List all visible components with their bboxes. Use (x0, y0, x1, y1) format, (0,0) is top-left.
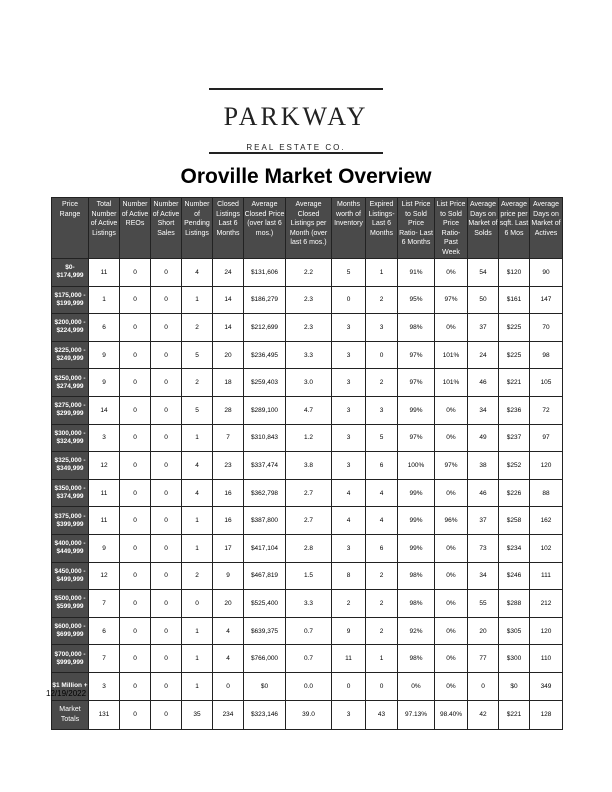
table-cell: 0 (120, 672, 151, 700)
table-cell: 2 (182, 314, 213, 342)
market-table (51, 197, 563, 730)
table-cell: 0% (435, 396, 468, 424)
table-cell: 111 (530, 562, 563, 590)
table-cell: 0 (120, 562, 151, 590)
table-cell: $467,819 (244, 562, 286, 590)
table-cell: 0% (435, 617, 468, 645)
table-cell: 35 (182, 700, 213, 729)
table-cell: 46 (468, 479, 499, 507)
table-cell: 17 (213, 534, 244, 562)
table-cell: 0 (151, 424, 182, 452)
table-cell: 120 (530, 452, 563, 480)
table-cell: 98% (398, 562, 435, 590)
table-cell: $259,403 (244, 369, 286, 397)
table-cell: $131,606 (244, 259, 286, 287)
table-cell: 0 (151, 396, 182, 424)
table-row (52, 314, 563, 342)
table-cell: 0 (120, 341, 151, 369)
table-cell: $305 (499, 617, 530, 645)
table-cell: 1 (182, 672, 213, 700)
table-cell: 6 (89, 617, 120, 645)
table-cell: $236,495 (244, 341, 286, 369)
table-cell: 0 (151, 700, 182, 729)
table-cell: 38 (468, 452, 499, 480)
table-cell: 0 (120, 479, 151, 507)
table-cell: 2.3 (286, 286, 332, 314)
table-cell: 14 (89, 396, 120, 424)
table-cell: $236 (499, 396, 530, 424)
table-cell: 4 (213, 617, 244, 645)
table-cell: 2.2 (286, 259, 332, 287)
table-cell: 5 (332, 259, 366, 287)
table-cell: 90 (530, 259, 563, 287)
table-cell: 5 (182, 341, 213, 369)
table-cell: 2 (182, 562, 213, 590)
table-cell: 1 (182, 424, 213, 452)
table-cell: 0% (398, 672, 435, 700)
table-cell: 0 (120, 396, 151, 424)
table-cell: 1 (89, 286, 120, 314)
table-cell: 34 (468, 396, 499, 424)
table-cell: 0 (182, 590, 213, 618)
table-cell: 12 (89, 562, 120, 590)
table-cell: 3 (332, 369, 366, 397)
table-cell: 97 (530, 424, 563, 452)
table-cell: 2 (366, 617, 398, 645)
table-cell: 0% (435, 479, 468, 507)
table-cell: 42 (468, 700, 499, 729)
table-cell: 11 (332, 645, 366, 673)
table-cell: 77 (468, 645, 499, 673)
table-cell: $362,798 (244, 479, 286, 507)
table-cell: 1.2 (286, 424, 332, 452)
table-cell: 91% (398, 259, 435, 287)
table-cell: 14 (213, 314, 244, 342)
table-cell: 14 (213, 286, 244, 314)
column-header: List Price to Sold Price Ratio- Past Week (435, 198, 468, 259)
table-cell: 0 (151, 590, 182, 618)
table-cell: $639,375 (244, 617, 286, 645)
table-cell: 98 (530, 341, 563, 369)
table-cell: 0% (435, 424, 468, 452)
table-cell: 6 (366, 534, 398, 562)
table-cell: 98% (398, 590, 435, 618)
table-row (52, 590, 563, 618)
table-cell: 0 (366, 341, 398, 369)
table-cell: 6 (366, 452, 398, 480)
table-cell: 0 (120, 286, 151, 314)
table-cell: 0 (120, 645, 151, 673)
table-cell: 0 (120, 424, 151, 452)
table-cell: 4 (182, 452, 213, 480)
table-row (52, 259, 563, 287)
header-row (52, 198, 563, 259)
table-cell: 12 (89, 452, 120, 480)
table-cell: 3 (332, 424, 366, 452)
table-cell: 128 (530, 700, 563, 729)
logo-name: PARKWAY (223, 102, 369, 131)
table-cell: 0% (435, 259, 468, 287)
table-cell: $766,000 (244, 645, 286, 673)
table-cell: 212 (530, 590, 563, 618)
page-title: Oroville Market Overview (180, 165, 432, 188)
price-range-label: $400,000 - $449,999 (52, 534, 89, 562)
table-cell: 110 (530, 645, 563, 673)
table-cell: 162 (530, 507, 563, 535)
table-cell: 100% (398, 452, 435, 480)
table-cell: $186,279 (244, 286, 286, 314)
table-cell: 50 (468, 286, 499, 314)
table-cell: 102 (530, 534, 563, 562)
price-range-label: $175,000 - $199,999 (52, 286, 89, 314)
table-cell: 2.8 (286, 534, 332, 562)
table-cell: 9 (332, 617, 366, 645)
table-cell: 20 (468, 617, 499, 645)
table-row (52, 341, 563, 369)
table-cell: 0 (151, 534, 182, 562)
table-cell: 98.40% (435, 700, 468, 729)
table-cell: 3.8 (286, 452, 332, 480)
table-cell: 9 (89, 341, 120, 369)
table-cell: 9 (89, 534, 120, 562)
column-header: Price Range (52, 198, 89, 259)
table-cell: 2 (366, 590, 398, 618)
table-cell: 49 (468, 424, 499, 452)
table-cell: 55 (468, 590, 499, 618)
table-cell: 46 (468, 369, 499, 397)
table-cell: 105 (530, 369, 563, 397)
table-cell: 99% (398, 396, 435, 424)
table-cell: 2.7 (286, 507, 332, 535)
table-cell: 99% (398, 534, 435, 562)
table-cell: 54 (468, 259, 499, 287)
table-cell: 0 (120, 452, 151, 480)
price-range-label: $1 Million + (52, 672, 89, 700)
table-cell: 18 (213, 369, 244, 397)
price-range-label: $350,000 - $374,999 (52, 479, 89, 507)
table-cell: 4.7 (286, 396, 332, 424)
table-cell: 97% (398, 424, 435, 452)
table-cell: 0 (120, 369, 151, 397)
logo-subtitle (209, 143, 383, 152)
table-cell: $525,400 (244, 590, 286, 618)
table-cell: 3 (89, 424, 120, 452)
table-cell: 24 (213, 259, 244, 287)
table-cell: 131 (89, 700, 120, 729)
table-cell: 0 (151, 562, 182, 590)
table-cell: 96% (435, 507, 468, 535)
column-header: Number of Pending Listings (182, 198, 213, 259)
table-cell: 0 (151, 286, 182, 314)
table-cell: $0 (499, 672, 530, 700)
table-cell: 0 (151, 259, 182, 287)
table-cell: 3 (332, 314, 366, 342)
table-cell: 7 (89, 590, 120, 618)
table-cell: $234 (499, 534, 530, 562)
table-cell: 97% (435, 452, 468, 480)
totals-row (52, 700, 563, 729)
table-cell: 1 (182, 507, 213, 535)
table-cell: 6 (89, 314, 120, 342)
table-cell: 20 (213, 590, 244, 618)
table-cell: 23 (213, 452, 244, 480)
table-cell: 92% (398, 617, 435, 645)
table-cell: 37 (468, 314, 499, 342)
column-header: Expired Listings- Last 6 Months (366, 198, 398, 259)
table-cell: 4 (182, 259, 213, 287)
table-cell: 4 (366, 479, 398, 507)
table-cell: 0 (151, 452, 182, 480)
table-cell: 0% (435, 534, 468, 562)
table-cell: 0 (151, 341, 182, 369)
table-cell: 97% (435, 286, 468, 314)
table-row (52, 424, 563, 452)
table-row (52, 562, 563, 590)
table-cell: $120 (499, 259, 530, 287)
column-header: Average Days on Market of Solds (468, 198, 499, 259)
table-cell: 97% (398, 341, 435, 369)
table-cell: 0% (435, 314, 468, 342)
column-header: Number of Active Short Sales (151, 198, 182, 259)
table-cell: 20 (213, 341, 244, 369)
table-cell: 0 (120, 700, 151, 729)
table-cell: 9 (213, 562, 244, 590)
table-cell: 234 (213, 700, 244, 729)
table-cell: 3 (332, 341, 366, 369)
table-cell: 1 (182, 617, 213, 645)
price-range-label: $250,000 - $274,999 (52, 369, 89, 397)
column-header: Total Number of Active Listings (89, 198, 120, 259)
table-cell: 1 (366, 645, 398, 673)
table-cell: 0 (151, 617, 182, 645)
column-header: Number of Active REOs (120, 198, 151, 259)
table-row (52, 507, 563, 535)
logo-subtitle-text: REAL ESTATE CO. (240, 143, 351, 152)
table-cell: $310,843 (244, 424, 286, 452)
table-cell: 88 (530, 479, 563, 507)
table-row (52, 672, 563, 700)
table-row (52, 534, 563, 562)
table-cell: 43 (366, 700, 398, 729)
column-header: Average price per sqft. Last 6 Mos (499, 198, 530, 259)
table-cell: 2 (366, 286, 398, 314)
column-header: Average Closed Price (over last 6 mos.) (244, 198, 286, 259)
table-cell: 3 (332, 534, 366, 562)
table-cell: 0 (366, 672, 398, 700)
price-range-label: $500,000 - $599,999 (52, 590, 89, 618)
table-cell: 34 (468, 562, 499, 590)
table-cell: 24 (468, 341, 499, 369)
price-range-label: $700,000 - $999,999 (52, 645, 89, 673)
table-cell: 5 (366, 424, 398, 452)
table-cell: 11 (89, 507, 120, 535)
table-cell: 1 (182, 286, 213, 314)
table-cell: 0.7 (286, 617, 332, 645)
price-range-label: $600,000 - $699,999 (52, 617, 89, 645)
table-cell: $387,800 (244, 507, 286, 535)
table-row (52, 617, 563, 645)
table-cell: 0.7 (286, 645, 332, 673)
table-cell: 349 (530, 672, 563, 700)
column-header: Months worth of Inventory (332, 198, 366, 259)
table-cell: $288 (499, 590, 530, 618)
table-cell: 7 (89, 645, 120, 673)
table-cell: 3 (332, 700, 366, 729)
table-cell: 0% (435, 590, 468, 618)
table-cell: 2 (332, 590, 366, 618)
table-cell: $221 (499, 369, 530, 397)
table-cell: 0 (120, 507, 151, 535)
table-cell: 9 (89, 369, 120, 397)
table-row (52, 396, 563, 424)
table-cell: 4 (332, 507, 366, 535)
report-date: 12/19/2022 (46, 689, 87, 698)
table-cell: $323,146 (244, 700, 286, 729)
table-cell: 0.0 (286, 672, 332, 700)
price-range-label: $275,000 - $299,999 (52, 396, 89, 424)
table-cell: 73 (468, 534, 499, 562)
table-cell: 72 (530, 396, 563, 424)
table-cell: 0% (435, 672, 468, 700)
table-cell: $161 (499, 286, 530, 314)
table-cell: 0% (435, 562, 468, 590)
table-cell: 0% (435, 645, 468, 673)
table-cell: 0 (151, 672, 182, 700)
column-header: Closed Listings Last 6 Months (213, 198, 244, 259)
price-range-label: $300,000 - $324,999 (52, 424, 89, 452)
table-cell: $0 (244, 672, 286, 700)
table-cell: $337,474 (244, 452, 286, 480)
table-cell: $212,699 (244, 314, 286, 342)
table-cell: $225 (499, 314, 530, 342)
table-cell: 0 (120, 617, 151, 645)
price-range-label: Market Totals (52, 700, 89, 729)
table-cell: 4 (332, 479, 366, 507)
table-row (52, 286, 563, 314)
table-cell: 97% (398, 369, 435, 397)
table-cell: 0 (120, 314, 151, 342)
table-cell: 0 (332, 286, 366, 314)
price-range-label: $325,000 - $349,999 (52, 452, 89, 480)
table-cell: 4 (213, 645, 244, 673)
table-cell: 0 (120, 259, 151, 287)
table-cell: 3.3 (286, 590, 332, 618)
table-cell: 97.13% (398, 700, 435, 729)
table-cell: 3.0 (286, 369, 332, 397)
table-cell: 0 (120, 534, 151, 562)
table-cell: 16 (213, 507, 244, 535)
price-range-label: $0- $174,999 (52, 259, 89, 287)
table-cell: 0 (151, 645, 182, 673)
logo (209, 88, 383, 154)
table-cell: 8 (332, 562, 366, 590)
table-cell: 101% (435, 341, 468, 369)
price-range-label: $450,000 - $499,999 (52, 562, 89, 590)
table-row (52, 369, 563, 397)
table-cell: 4 (182, 479, 213, 507)
table-cell: 2 (366, 562, 398, 590)
table-cell: 1 (182, 645, 213, 673)
table-cell: 11 (89, 479, 120, 507)
table-cell: 2 (366, 369, 398, 397)
table-cell: 1 (182, 534, 213, 562)
table-cell: 1.5 (286, 562, 332, 590)
column-header: List Price to Sold Price Ratio- Last 6 Months (398, 198, 435, 259)
table-cell: 3 (89, 672, 120, 700)
table-cell: 0 (151, 507, 182, 535)
price-range-label: $200,000 - $224,999 (52, 314, 89, 342)
table-cell: 0 (151, 369, 182, 397)
table-cell: 1 (366, 259, 398, 287)
table-cell: 98% (398, 314, 435, 342)
table-cell: 39.0 (286, 700, 332, 729)
table-cell: 98% (398, 645, 435, 673)
table-cell: $225 (499, 341, 530, 369)
table-cell: 16 (213, 479, 244, 507)
table-cell: 3 (366, 314, 398, 342)
table-cell: 4 (366, 507, 398, 535)
price-range-label: $375,000 - $399,999 (52, 507, 89, 535)
column-header: Average Days on Market of Actives (530, 198, 563, 259)
table-cell: $417,104 (244, 534, 286, 562)
table-cell: $252 (499, 452, 530, 480)
table-cell: 70 (530, 314, 563, 342)
table-cell: 5 (182, 396, 213, 424)
table-cell: 101% (435, 369, 468, 397)
table-cell: 0 (332, 672, 366, 700)
table-cell: $300 (499, 645, 530, 673)
table-cell: $221 (499, 700, 530, 729)
table-cell: 28 (213, 396, 244, 424)
table-cell: 3 (332, 452, 366, 480)
table-cell: $226 (499, 479, 530, 507)
table-cell: 99% (398, 479, 435, 507)
table-cell: 120 (530, 617, 563, 645)
table-cell: 0 (151, 479, 182, 507)
table-cell: 3 (332, 396, 366, 424)
price-range-label: $225,000 - $249,999 (52, 341, 89, 369)
table-cell: $237 (499, 424, 530, 452)
table-cell: 2.3 (286, 314, 332, 342)
table-cell: 0 (213, 672, 244, 700)
table-cell: 3 (366, 396, 398, 424)
table-cell: 11 (89, 259, 120, 287)
table-row (52, 479, 563, 507)
table-cell: 0 (468, 672, 499, 700)
table-cell: $246 (499, 562, 530, 590)
table-row (52, 452, 563, 480)
table-cell: 0 (120, 590, 151, 618)
table-cell: 2.7 (286, 479, 332, 507)
table-cell: 2 (182, 369, 213, 397)
table-cell: 147 (530, 286, 563, 314)
table-cell: 95% (398, 286, 435, 314)
table-row (52, 645, 563, 673)
table-cell: 37 (468, 507, 499, 535)
column-header: Average Closed Listings per Month (over last 6 mos.) (286, 198, 332, 259)
table-cell: 7 (213, 424, 244, 452)
table-cell: 99% (398, 507, 435, 535)
table-cell: $289,100 (244, 396, 286, 424)
table-cell: $258 (499, 507, 530, 535)
table-cell: 3.3 (286, 341, 332, 369)
table-cell: 0 (151, 314, 182, 342)
